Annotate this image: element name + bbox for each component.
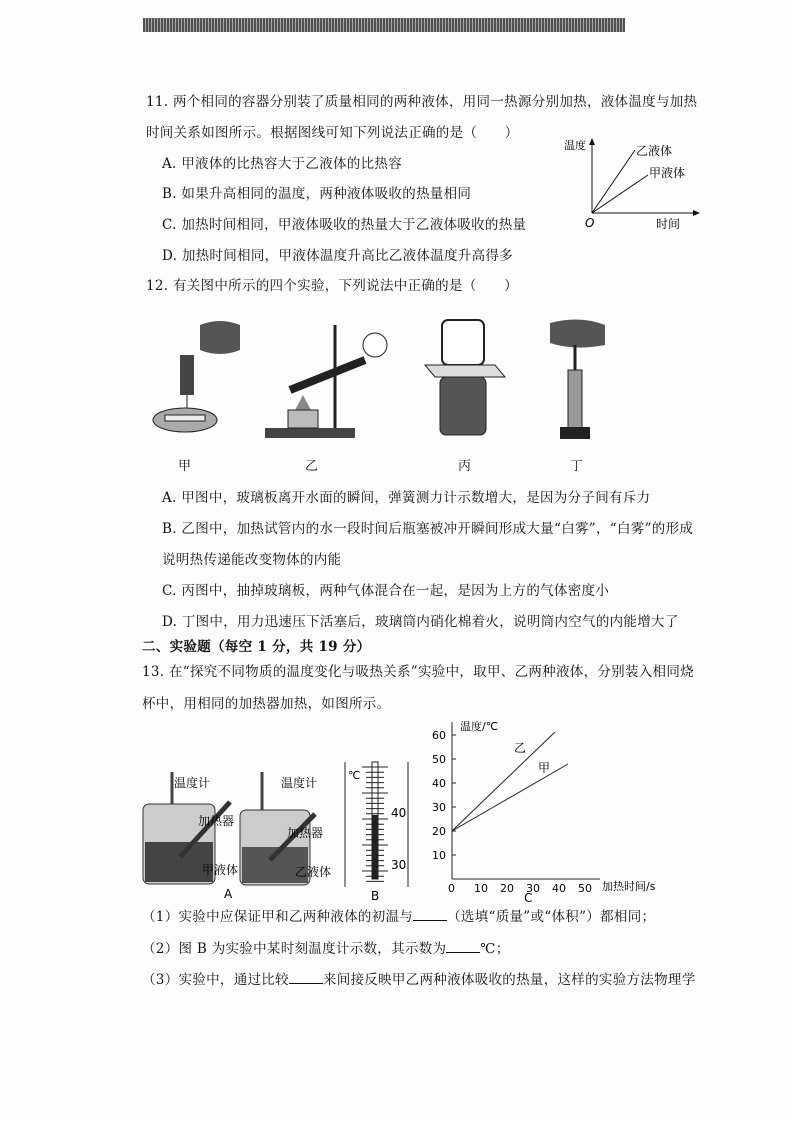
section-heading: 二、实验题（每空 1 分，共 19 分） [142, 639, 371, 655]
y-tick-label: 50 [432, 753, 446, 766]
q13-stem: 杯中，用相同的加热器加热，如图所示。 [142, 696, 391, 712]
figure-ding [550, 319, 605, 439]
x-tick-label: 10 [474, 882, 488, 895]
figure-bing [425, 320, 505, 435]
svg-text:甲液体: 甲液体 [202, 863, 239, 877]
fig-label-jia: 甲 [178, 459, 192, 474]
y-tick-label: 20 [432, 825, 446, 838]
x-tick-label: 50 [578, 882, 592, 895]
q12-option-a: A. 甲图中，玻璃板离开水面的瞬间，弹簧测力计示数增大，是因为分子间有斥力 [162, 490, 651, 506]
q11-option-b: B. 如果升高相同的温度，两种液体吸收的热量相同 [162, 186, 472, 202]
q12-option-b-cont: 说明热传递能改变物体的内能 [162, 552, 342, 568]
q13-sub2: （2）图 B 为实验中某时刻温度计示数，其示数为 ℃； [142, 941, 510, 957]
series-jia-line [452, 764, 568, 831]
x-tick-label: 20 [500, 882, 514, 895]
q13-figures [140, 712, 720, 902]
figure-a-beakers [143, 772, 331, 901]
x-tick-label: 0 [448, 882, 455, 895]
q11-option-a: A. 甲液体的比热容大于乙液体的比热容 [162, 156, 403, 172]
q11-option-d: D. 加热时间相同，甲液体温度升高比乙液体温度升高得多 [162, 248, 514, 264]
fig-label-ding: 丁 [570, 459, 584, 474]
svg-text:C: C [524, 891, 533, 902]
svg-text:温度/℃: 温度/℃ [460, 720, 499, 733]
q11-graph [560, 135, 720, 235]
y-tick-label: 10 [432, 849, 446, 862]
svg-text:乙液体: 乙液体 [295, 865, 332, 879]
svg-text:A: A [224, 887, 233, 901]
graph-line-jia: 甲液体 [649, 166, 686, 180]
answer-blank-1[interactable] [413, 920, 447, 921]
svg-text:甲: 甲 [538, 761, 551, 775]
series-yi-line [452, 732, 555, 831]
x-tick-label: 30 [526, 882, 540, 895]
answer-blank-2[interactable] [446, 952, 480, 953]
svg-text:B: B [371, 889, 380, 902]
svg-text:℃: ℃ [348, 769, 361, 782]
q11-option-c: C. 加热时间相同，甲液体吸收的热量大于乙液体吸收的热量 [162, 217, 527, 233]
q12-figures [140, 315, 640, 450]
q11-stem: 时间关系如图所示。根据图线可知下列说法正确的是（ ） [146, 125, 519, 141]
svg-text:加热器: 加热器 [287, 826, 324, 840]
y-tick-label: 30 [432, 801, 446, 814]
scan-header-stripe [143, 18, 625, 32]
svg-text:40: 40 [391, 806, 407, 820]
figure-jia [153, 321, 240, 432]
graph-ylabel: 温度 [564, 139, 586, 152]
figure-c-chart [432, 719, 656, 902]
figure-yi [265, 325, 387, 438]
svg-text:温度计: 温度计 [174, 776, 211, 790]
graph-origin: O [585, 216, 595, 230]
y-tick-label: 60 [432, 729, 446, 742]
fig-label-yi: 乙 [305, 459, 319, 474]
q12-option-c: C. 丙图中，抽掉玻璃板，两种气体混合在一起，是因为上方的气体密度小 [162, 583, 610, 599]
svg-text:30: 30 [391, 858, 407, 872]
q12-option-b: B. 乙图中，加热试管内的水一段时间后瓶塞被冲开瞬间形成大量“白雾”，“白雾”的形成 [162, 521, 694, 537]
x-tick-label: 40 [552, 882, 566, 895]
svg-text:加热器: 加热器 [198, 814, 235, 828]
fig-label-bing: 丙 [458, 459, 472, 474]
svg-text:加热时间/s: 加热时间/s [602, 880, 656, 893]
q13-sub1: （1）实验中应保证甲和乙两种液体的初温与 （选填“质量”或“体积”）都相同； [142, 909, 656, 925]
svg-text:温度计: 温度计 [281, 776, 318, 790]
y-tick-label: 40 [432, 777, 446, 790]
graph-xlabel: 时间 [656, 217, 681, 231]
q12-option-d: D. 丁图中，用力迅速压下活塞后，玻璃筒内硝化棉着火，说明筒内空气的内能增大了 [162, 614, 679, 630]
q13-stem: 13. 在“探究不同物质的温度变化与吸热关系”实验中，取甲、乙两种液体，分别装入相同烧 [142, 664, 694, 680]
q12-stem: 12. 有关图中所示的四个实验，下列说法中正确的是（ ） [146, 278, 518, 294]
graph-line-yi: 乙液体 [636, 144, 673, 158]
answer-blank-3[interactable] [289, 983, 323, 984]
q11-stem: 11. 两个相同的容器分别装了质量相同的两种液体，用同一热源分别加热，液体温度与加热 [146, 94, 698, 110]
svg-text:乙: 乙 [514, 741, 527, 755]
q13-sub3: （3）实验中，通过比较 来间接反映甲乙两种液体吸收的热量，这样的实验方法物理学 [142, 972, 696, 988]
